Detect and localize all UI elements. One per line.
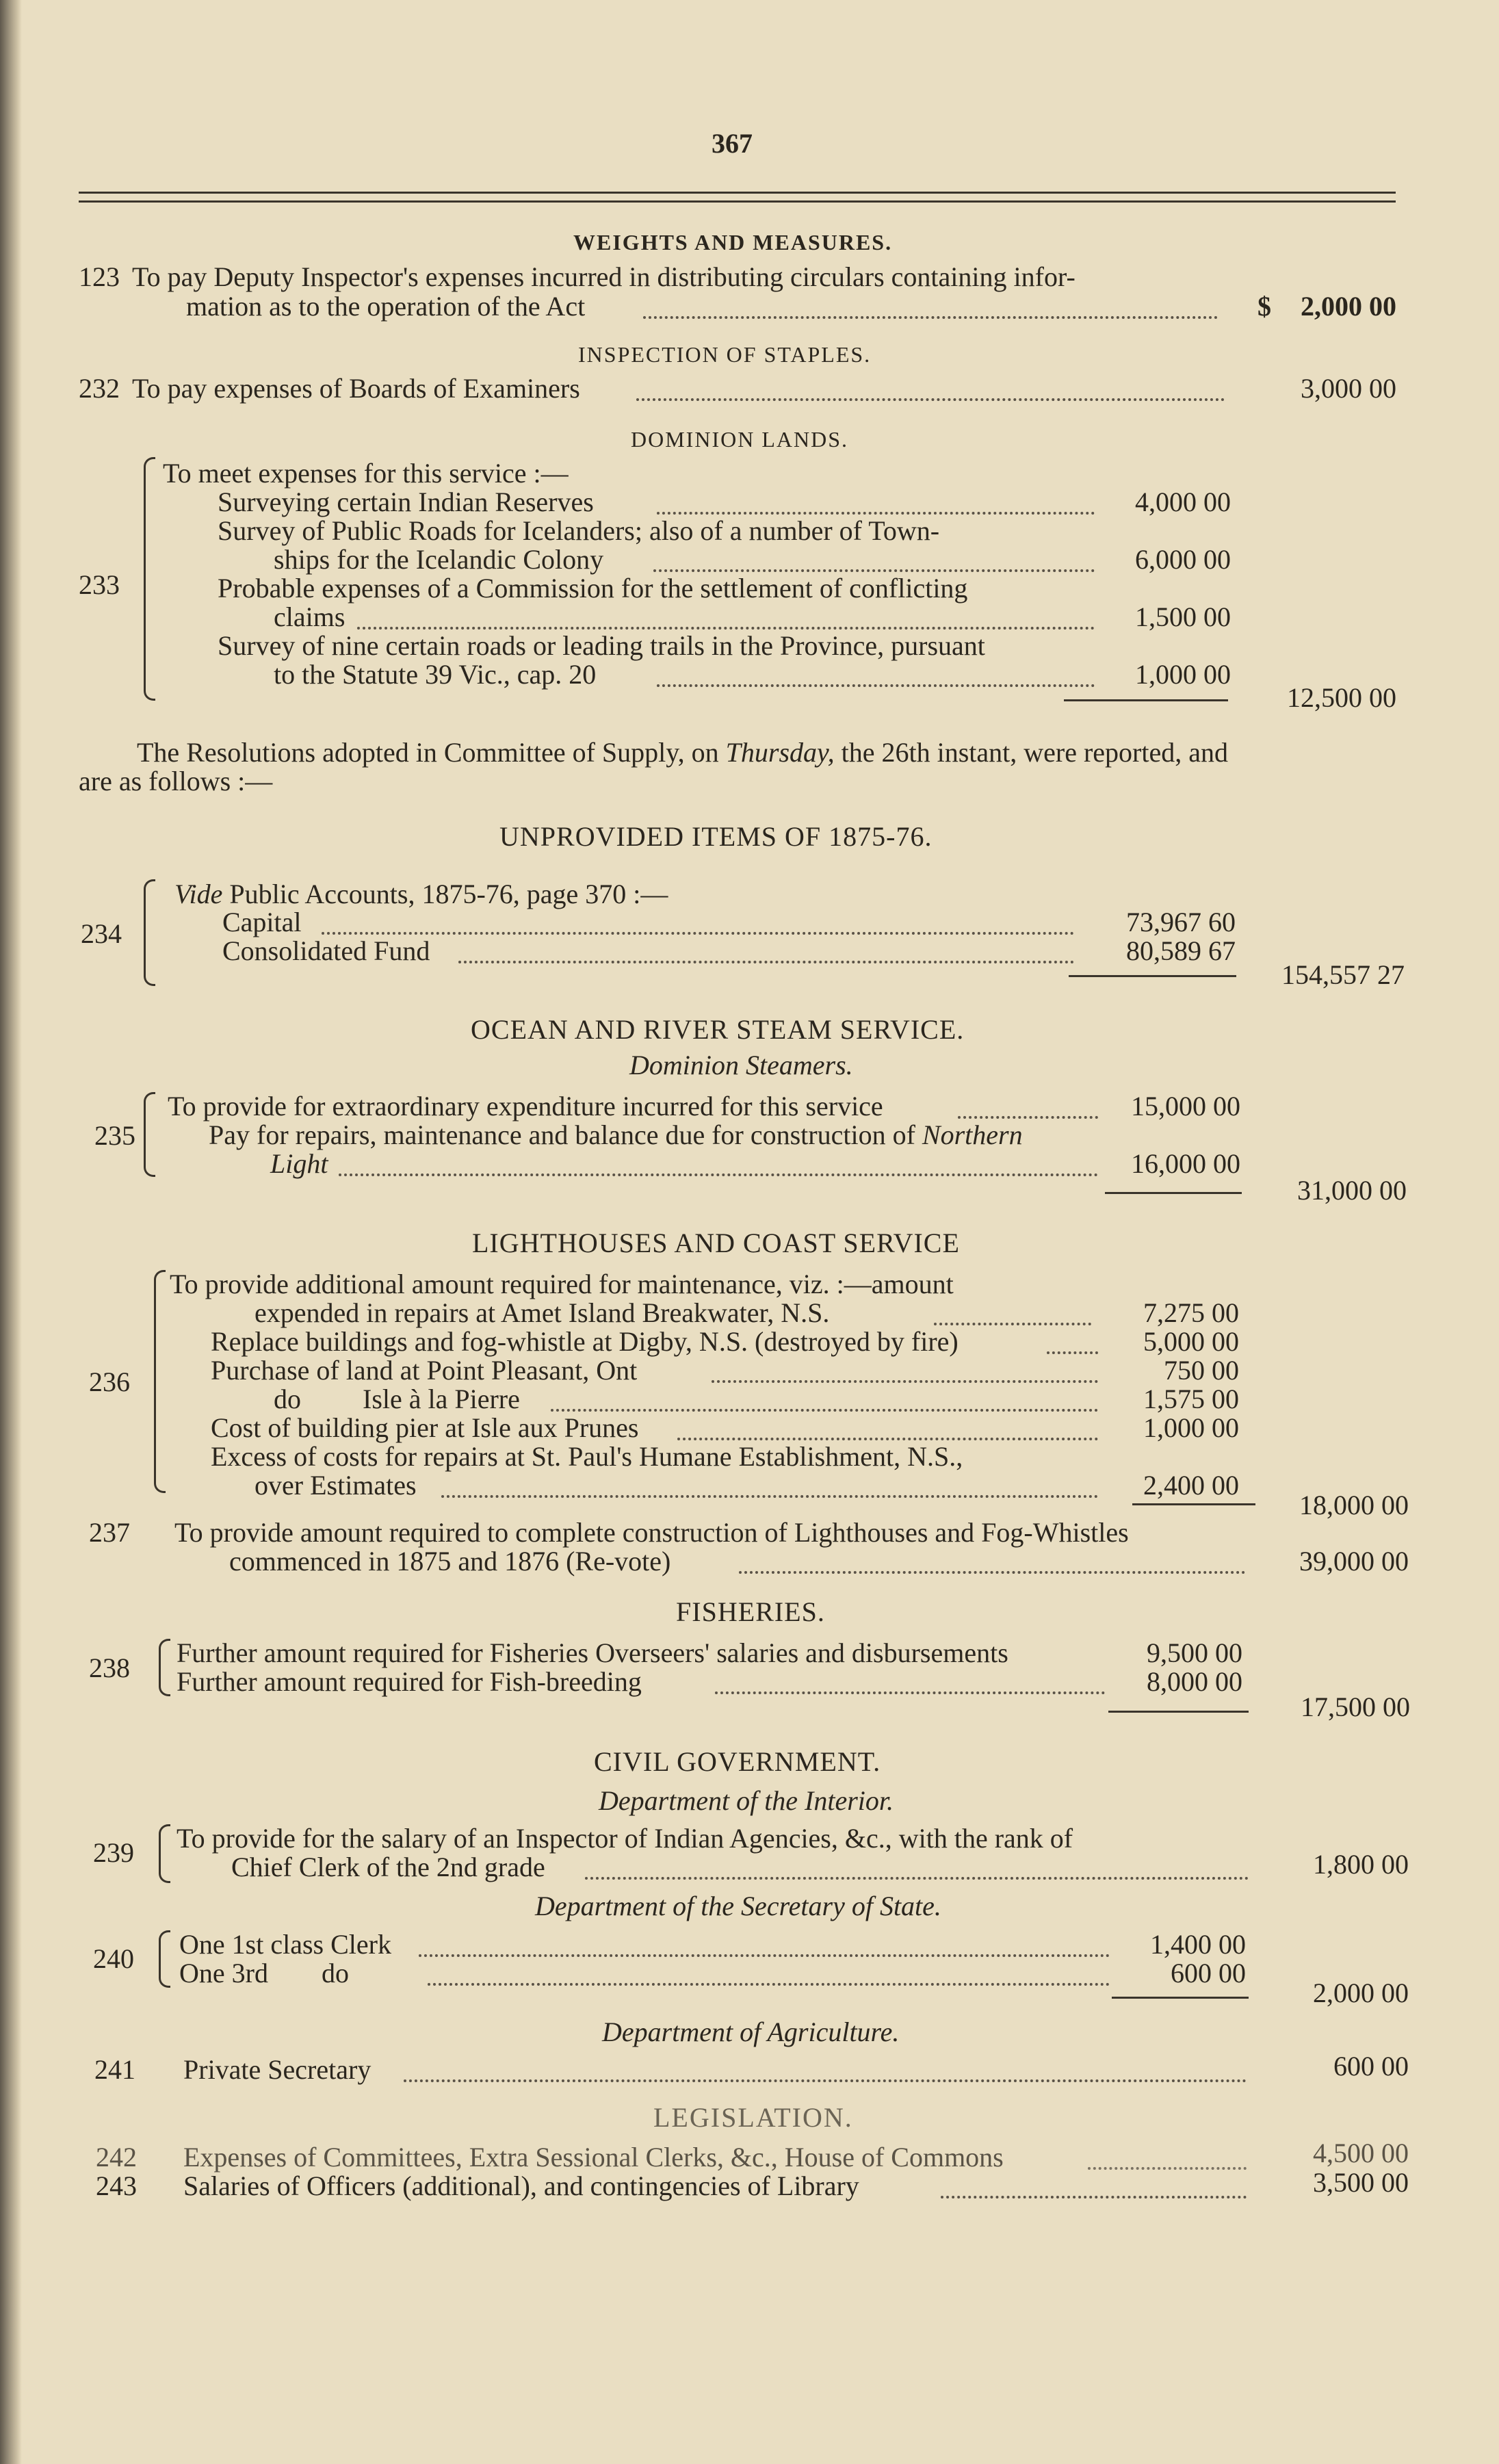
dot-leader — [428, 1983, 1110, 1986]
paragraph-text: are as follows :— — [79, 766, 273, 796]
brace — [154, 1270, 166, 1493]
section-total: 31,000 00 — [1297, 1175, 1407, 1206]
section-heading-lighthouses: LIGHTHOUSES AND COAST SERVICE — [472, 1228, 960, 1258]
sub-amount: 1,400 00 — [1150, 1929, 1246, 1960]
item-text: Further amount required for Fish-breeding — [177, 1666, 642, 1697]
item-text: Private Secretary — [183, 2054, 372, 2085]
item-text: Survey of nine certain roads or leading trails in the Province, pursuant — [218, 630, 985, 661]
sum-rule — [1132, 1503, 1255, 1505]
item-text: Cost of building pier at Isle aux Prunes — [211, 1412, 639, 1443]
item-text: Expenses of Committees, Extra Sessional Clerks, &c., House of Commons — [183, 2142, 1004, 2173]
sub-amount: 73,967 60 — [1126, 907, 1236, 937]
item-number: 123 — [79, 261, 120, 292]
section-heading-civil-government: CIVIL GOVERNMENT. — [594, 1746, 881, 1777]
dot-leader — [653, 569, 1095, 572]
item-text: ships for the Icelandic Colony — [274, 544, 604, 575]
page-number: 367 — [712, 128, 753, 159]
item-text: Pay for repairs, maintenance and balance due for construction of Northern — [209, 1119, 1023, 1150]
item-number: 233 — [79, 569, 120, 600]
section-heading-ocean: OCEAN AND RIVER STEAM SERVICE. — [471, 1014, 965, 1045]
dot-leader — [322, 932, 1074, 935]
dot-leader — [441, 1495, 1098, 1498]
item-text: claims — [274, 601, 346, 632]
section-heading-legislation: LEGISLATION. — [653, 2102, 853, 2133]
dot-leader — [636, 398, 1225, 401]
dot-leader — [934, 1323, 1091, 1325]
section-total: 2,000 00 — [1301, 291, 1396, 322]
dot-leader — [1088, 2167, 1247, 2170]
item-text: Replace buildings and fog-whistle at Digby, N.S. (destroyed by fire) — [211, 1326, 959, 1357]
item-text: To pay Deputy Inspector's expenses incurred in distributing circulars containing infor- — [132, 261, 1076, 292]
dot-leader — [458, 961, 1074, 963]
sum-rule — [1112, 1997, 1249, 1999]
sum-rule — [1069, 975, 1236, 977]
item-text: Isle à la Pierre — [363, 1384, 520, 1414]
sub-amount: 6,000 00 — [1135, 544, 1231, 575]
item-number: 232 — [79, 373, 120, 404]
section-total: 1,800 00 — [1313, 1849, 1409, 1880]
item-text: To provide for the salary of an Inspector of Indian Agencies, &c., with the rank of — [177, 1823, 1073, 1854]
dot-leader — [551, 1409, 1098, 1412]
sub-amount: 1,000 00 — [1143, 1412, 1239, 1443]
item-text: To pay expenses of Boards of Examiners — [132, 373, 580, 404]
section-total: 600 00 — [1333, 2051, 1409, 2082]
dot-leader — [404, 2079, 1247, 2082]
sub-heading: Department of the Secretary of State. — [535, 1891, 941, 1921]
item-text: Excess of costs for repairs at St. Paul's Humane Establishment, N.S., — [211, 1441, 963, 1472]
item-text: One 3rd — [179, 1958, 268, 1988]
section-heading-weights: WEIGHTS AND MEASURES. — [573, 230, 893, 255]
item-text: To provide additional amount required for maintenance, viz. :—amount — [170, 1269, 954, 1299]
dot-leader — [657, 684, 1095, 687]
item-number: 234 — [81, 918, 122, 949]
brace — [159, 1824, 170, 1883]
dot-leader — [585, 1877, 1249, 1880]
sub-amount: 16,000 00 — [1131, 1148, 1240, 1179]
item-text: Capital — [222, 907, 302, 937]
dot-leader — [419, 1954, 1110, 1957]
dot-leader — [677, 1438, 1098, 1440]
sum-rule — [1105, 1192, 1242, 1194]
book-spine-shadow — [0, 0, 22, 2464]
item-number: 242 — [96, 2142, 137, 2173]
sub-heading: Department of Agriculture. — [602, 2016, 900, 2047]
sub-amount: 1,000 00 — [1135, 659, 1231, 690]
sub-amount: 7,275 00 — [1143, 1297, 1239, 1328]
item-number: 243 — [96, 2170, 137, 2201]
dot-leader — [739, 1571, 1245, 1574]
section-total: 18,000 00 — [1299, 1490, 1409, 1520]
ditto-mark: do — [274, 1384, 301, 1414]
item-text: Purchase of land at Point Pleasant, Ont — [211, 1355, 638, 1386]
item-number: 239 — [93, 1837, 134, 1868]
sub-amount: 1,500 00 — [1135, 601, 1231, 632]
sub-amount: 4,000 00 — [1135, 487, 1231, 517]
section-heading-staples: INSPECTION OF STAPLES. — [578, 342, 872, 367]
header-double-rule — [79, 192, 1396, 203]
brace — [144, 457, 155, 701]
item-number: 235 — [94, 1120, 135, 1151]
item-text: expended in repairs at Amet Island Breakwater, N.S. — [255, 1297, 830, 1328]
dot-leader — [941, 2196, 1247, 2199]
dot-leader — [1047, 1351, 1098, 1354]
item-text: Light — [270, 1148, 328, 1179]
item-text: Salaries of Officers (additional), and contingencies of Library — [183, 2170, 859, 2201]
paragraph-text: The Resolutions adopted in Committee of Supply, on Thursday, the 26th instant, were reported, and — [137, 737, 1228, 768]
dot-leader — [657, 512, 1095, 515]
dot-leader — [712, 1380, 1098, 1383]
brace — [159, 1930, 170, 1988]
section-total: 3,500 00 — [1313, 2167, 1409, 2198]
item-text: To meet expenses for this service :— — [163, 458, 569, 489]
section-total: 39,000 00 — [1299, 1546, 1409, 1577]
dot-leader — [339, 1173, 1098, 1176]
item-text: Probable expenses of a Commission for the settlement of conflicting — [218, 573, 968, 604]
sub-amount: 15,000 00 — [1131, 1091, 1240, 1121]
section-total: 17,500 00 — [1301, 1691, 1410, 1722]
item-text: To provide amount required to complete construction of Lighthouses and Fog-Whistles — [174, 1517, 1129, 1548]
sub-amount: 5,000 00 — [1143, 1326, 1239, 1357]
brace — [144, 879, 155, 986]
dot-leader — [958, 1116, 1098, 1119]
item-text: Further amount required for Fisheries Overseers' salaries and disbursements — [177, 1637, 1008, 1668]
item-number: 238 — [89, 1652, 130, 1683]
section-total: 4,500 00 — [1313, 2138, 1409, 2168]
sub-amount: 80,589 67 — [1126, 935, 1236, 966]
item-text: One 1st class Clerk — [179, 1929, 391, 1960]
sub-amount: 9,500 00 — [1147, 1637, 1242, 1668]
sub-amount: 600 00 — [1171, 1958, 1246, 1988]
section-total: 154,557 27 — [1281, 959, 1405, 990]
section-heading-dominion-lands: DOMINION LANDS. — [631, 427, 848, 452]
item-number: 241 — [94, 2054, 135, 2085]
item-number: 240 — [93, 1943, 134, 1974]
section-total: 2,000 00 — [1313, 1977, 1409, 2008]
item-text: commenced in 1875 and 1876 (Re-vote) — [229, 1546, 671, 1577]
sub-amount: 2,400 00 — [1143, 1470, 1239, 1501]
item-text: Surveying certain Indian Reserves — [218, 487, 594, 517]
item-text: over Estimates — [255, 1470, 417, 1501]
item-text: Survey of Public Roads for Icelanders; also of a number of Town- — [218, 515, 940, 546]
sub-amount: 750 00 — [1164, 1355, 1239, 1386]
section-heading-fisheries: FISHERIES. — [676, 1596, 825, 1627]
dot-leader — [715, 1691, 1105, 1694]
item-number: 237 — [89, 1517, 130, 1548]
sum-rule — [1064, 699, 1228, 701]
section-total: 12,500 00 — [1287, 682, 1396, 713]
dot-leader — [643, 316, 1218, 319]
sub-amount: 1,575 00 — [1143, 1384, 1239, 1414]
sub-amount: 8,000 00 — [1147, 1666, 1242, 1697]
brace — [159, 1639, 170, 1696]
sub-heading: Department of the Interior. — [599, 1785, 894, 1816]
sub-heading: Dominion Steamers. — [629, 1050, 853, 1080]
item-number: 236 — [89, 1366, 130, 1397]
section-heading-unprovided: UNPROVIDED ITEMS OF 1875-76. — [499, 821, 933, 852]
sum-rule — [1108, 1711, 1249, 1713]
section-total: 3,000 00 — [1301, 373, 1396, 404]
item-text: Consolidated Fund — [222, 935, 430, 966]
item-text: mation as to the operation of the Act — [186, 291, 586, 322]
currency-sign: $ — [1257, 291, 1271, 322]
dot-leader — [357, 627, 1095, 630]
item-text: Vide Public Accounts, 1875-76, page 370 :— — [174, 879, 668, 909]
item-text: To provide for extraordinary expenditure incurred for this service — [168, 1091, 883, 1121]
item-text: to the Statute 39 Vic., cap. 20 — [274, 659, 597, 690]
brace — [144, 1092, 155, 1177]
ditto-mark: do — [322, 1958, 349, 1988]
item-text: Chief Clerk of the 2nd grade — [231, 1852, 545, 1882]
